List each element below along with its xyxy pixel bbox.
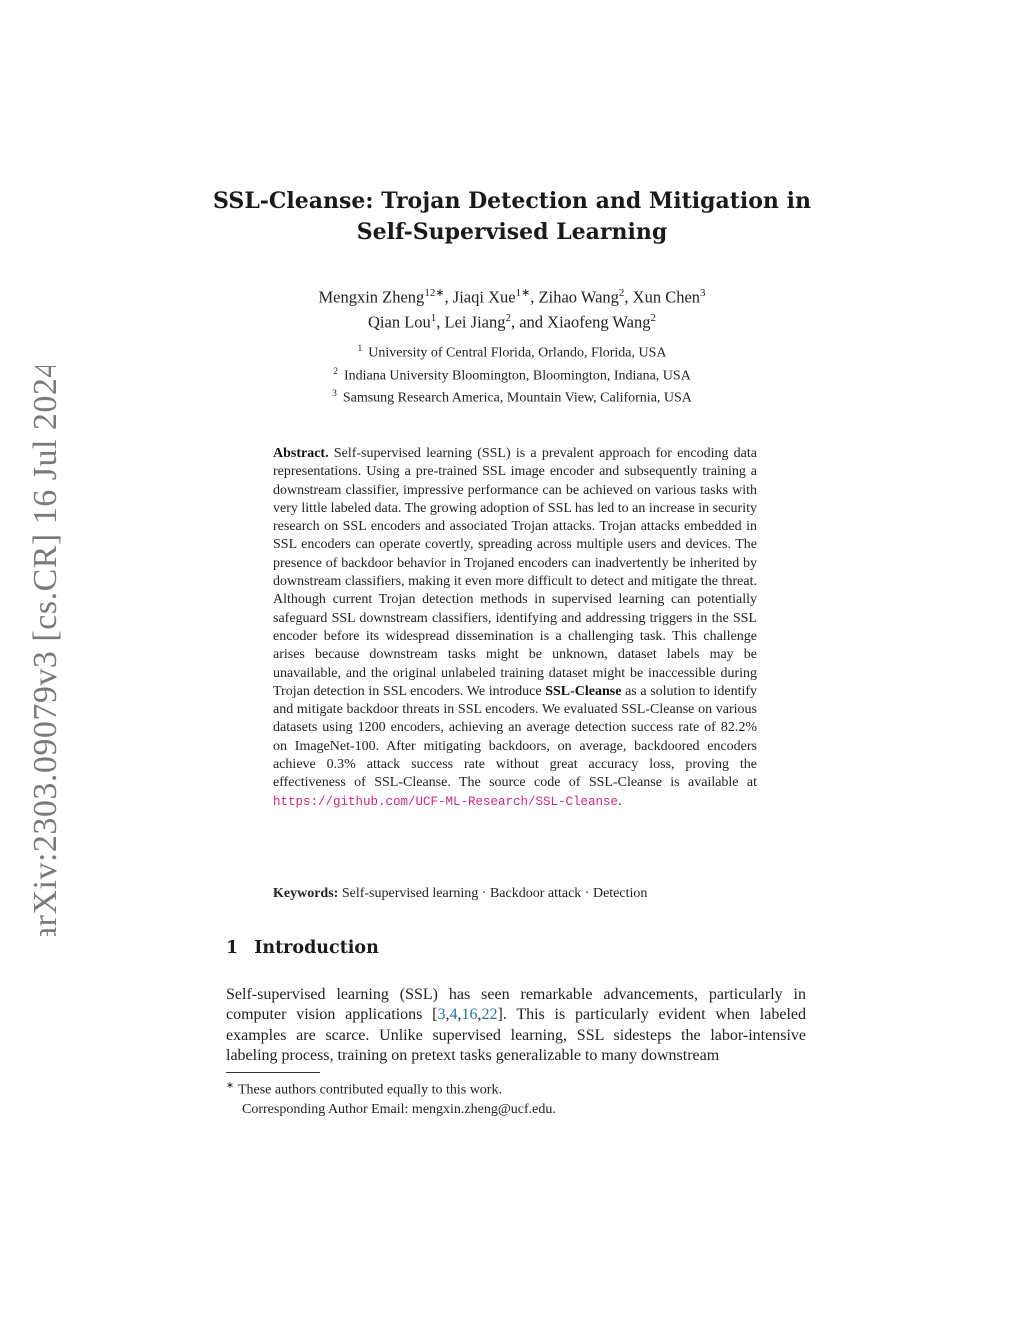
section-title-text: Introduction bbox=[254, 938, 379, 958]
section-heading bbox=[226, 938, 379, 958]
title-line-1: SSL-Cleanse: Trojan Detection and Mitigation in bbox=[213, 188, 811, 214]
affiliation-list bbox=[200, 340, 824, 408]
author-name: Qian Lou bbox=[368, 312, 431, 331]
footnote-equal-contribution: ∗ These authors contributed equally to this work. bbox=[226, 1081, 502, 1098]
author-name: Zihao Wang bbox=[538, 287, 619, 307]
author-affil-mark: 12∗ bbox=[424, 287, 445, 299]
keywords bbox=[273, 885, 757, 903]
author-line-1: Mengxin Zheng$^{12∗}$, Jiaqi Xue$^{1∗}$, Zihao Wang$^2$, Xun Chen$^3$ bbox=[318, 287, 706, 307]
author-name: Mengxin Zheng bbox=[318, 287, 425, 307]
citation-link[interactable]: 16 bbox=[461, 1006, 478, 1024]
arxiv-side-stamp bbox=[16, 366, 72, 936]
affiliation: $^1$ University of Central Florida, Orlando, Florida, USA bbox=[357, 344, 667, 361]
affiliation: $^3$ Samsung Research America, Mountain View, California, USA bbox=[332, 389, 692, 406]
method-name: SSL-Cleanse bbox=[545, 683, 622, 699]
author-affil-mark: 2 bbox=[650, 311, 656, 324]
citation-link[interactable]: 4 bbox=[449, 1006, 458, 1024]
footnote-divider bbox=[226, 1072, 320, 1073]
title-line-2: Self-Supervised Learning bbox=[356, 219, 668, 245]
author-affil-mark: 2 bbox=[505, 311, 511, 324]
author-line-2: Qian Lou$^1$, Lei Jiang$^2$, and Xiaofeng Wang$^2$ bbox=[368, 311, 656, 331]
footnote-mark: ∗ bbox=[226, 1081, 234, 1091]
author-affil-mark: 1∗ bbox=[515, 287, 531, 299]
paper-title bbox=[200, 186, 824, 248]
author-name: Lei Jiang bbox=[444, 312, 506, 331]
author-list bbox=[200, 283, 824, 332]
abstract-label: Abstract. bbox=[273, 446, 329, 461]
abstract-text: Self-supervised learning (SSL) is a prevalent approach for encoding data representations. Using a pre-trained SSL image encoder and subsequently training a downstream classifier, impressive performance can be achieved on various tasks with very little labeled data. The growing adoption of SSL has led to an increase in security research on SSL encoders and associated Trojan attacks. Trojan attacks embedded in SSL encoders can operate covertly, spreading across multiple users and devices. The presence of backdoor behavior in Trojaned encoders can inadvertently be inherited by downstream classifiers, making it even more difficult to detect and mitigate the threat. Although current Trojan detection methods in supervised learning can potentially safeguard SSL downstream classifiers, identifying and addressing triggers in the SSL encoder before its widespread dissemination is a challenging task. This challenge arises because downstream tasks might be unknown, dataset labels may be unavailable, and the original unlabeled training dataset might be inaccessible during Trojan detection in SSL encoders. We introduce bbox=[273, 446, 758, 699]
abstract: Abstract. Self-supervised learning (SSL) is a prevalent approach for encoding data representations. Using a pre-trained SSL image encoder and subsequently training a downstream classifier, impressive performance can be achieved on various tasks with very little labeled data. The growing adoption of SSL has led to an increase in security research on SSL encoders and associated Trojan attacks. Trojan attacks embedded in SSL encoders can operate covertly, spreading across multiple users and devices. The presence of backdoor behavior in Trojaned encoders can inadvertently be inherited by downstream classifiers, making it even more difficult to detect and mitigate the threat. Although current Trojan detection methods in supervised learning can potentially safeguard SSL downstream classifiers, identifying and addressing triggers in the SSL encoder before its widespread dissemination is a challenging task. This challenge arises because downstream tasks might be unknown, dataset labels may be unavailable, and the original unlabeled training dataset might be inaccessible during Trojan detection in SSL encoders. We introduce SSL-Cleanse as a solution to identify and mitigate backdoor threats in SSL encoders. We evaluated SSL-Cleanse on various datasets using 1200 encoders, achieving an average detection success rate of 82.2% on ImageNet-100. After mitigating backdoors, on average, backdoored encoders achieve 0.3% attack success rate without great accuracy loss, proving the effectiveness of SSL-Cleanse. The source code of SSL-Cleanse is available at https://github.com/UCF-ML-Research/SSL-Cleanse. bbox=[273, 446, 758, 809]
keywords-text: Self-supervised learning · Backdoor attack · Detection bbox=[341, 886, 648, 901]
author-name: Xun Chen bbox=[632, 287, 701, 307]
affiliation: $^2$ Indiana University Bloomington, Bloomington, Indiana, USA bbox=[333, 366, 691, 384]
intro-paragraph: Self-supervised learning (SSL) has seen remarkable advancements, particularly in computer vision applications [3,4,16,22]. This is particularly evident when labeled examples are scarce. Unlike supervised learning, SSL sidesteps the labor-intensive labeling process, training on pretext tasks generalizable to many downstream bbox=[226, 986, 807, 1065]
footnotes bbox=[226, 1077, 806, 1119]
citation-link[interactable]: 3 bbox=[437, 1006, 446, 1024]
abstract-text: as a solution to identify and mitigate backdoor threats in SSL encoders. We evaluated SSL-Cleanse on various datasets using 1200 encoders, achieving an average detection success rate of 82.2% on ImageNet-100. After mitigating backdoors, on average, backdoored encoders achieve 0.3% attack success rate without great accuracy loss, proving the effectiveness of SSL-Cleanse. The source code of SSL-Cleanse is available at bbox=[273, 683, 758, 791]
arxiv-identifier-text: arXiv:2303.09079v3 [cs.CR] 16 Jul 2024 bbox=[27, 366, 64, 936]
author-affil-mark: 1 bbox=[430, 311, 437, 324]
source-code-link[interactable]: https://github.com/UCF-ML-Research/SSL-Cleanse bbox=[273, 794, 619, 809]
keywords-label: Keywords: bbox=[273, 886, 339, 901]
citation-link[interactable]: 22 bbox=[481, 1006, 498, 1024]
author-affil-mark: 2 bbox=[618, 287, 625, 299]
footnote-corresponding-email: Corresponding Author Email: mengxin.zheng@ucf.edu. bbox=[242, 1101, 556, 1117]
section-number: 1 bbox=[226, 938, 239, 958]
author-name: Jiaqi Xue bbox=[452, 287, 516, 307]
author-name: and Xiaofeng Wang bbox=[519, 312, 651, 331]
author-affil-mark: 3 bbox=[700, 287, 706, 299]
